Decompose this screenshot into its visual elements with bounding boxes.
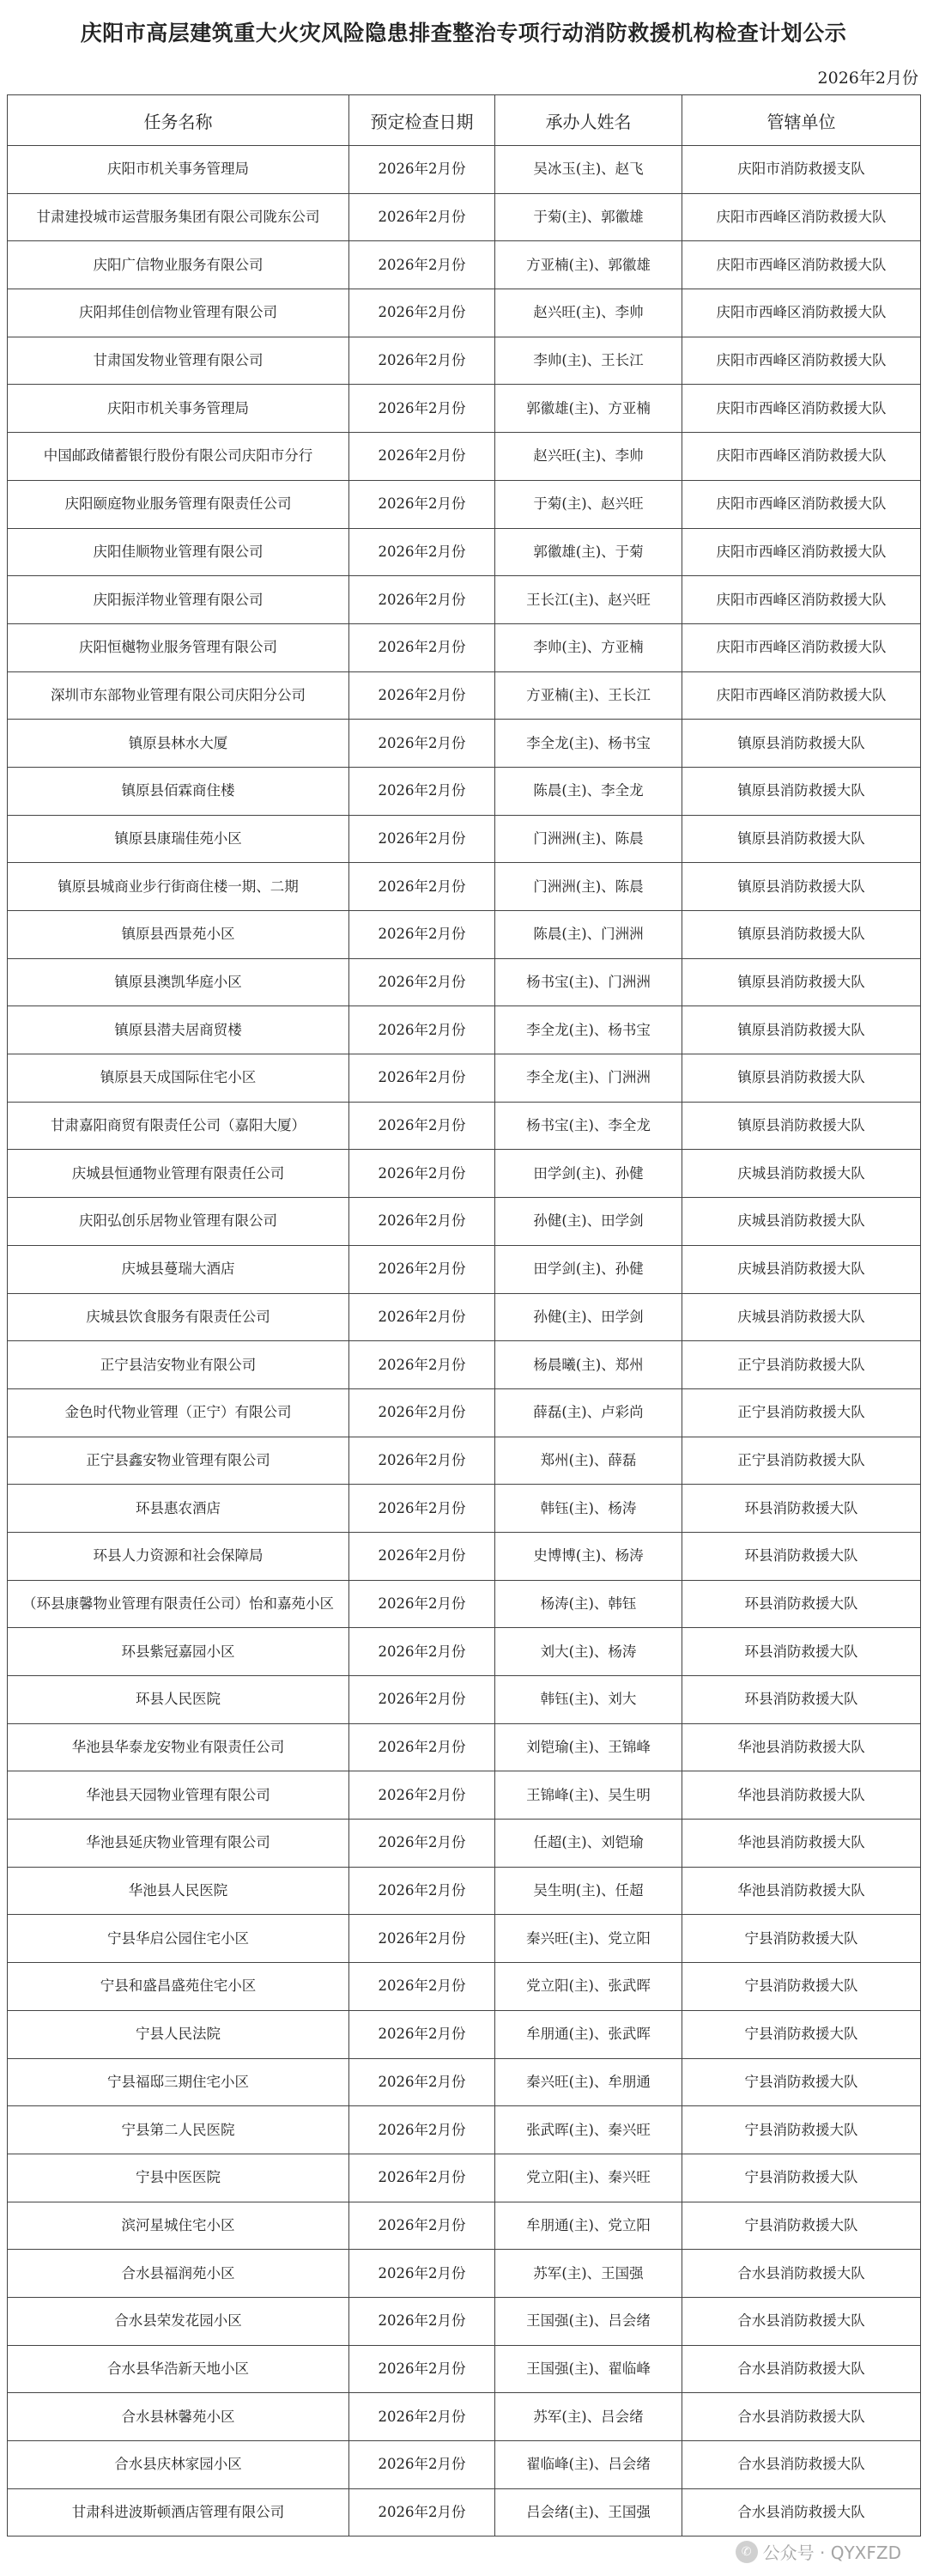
handler-cell: 李帅(主)、方亚楠 [495,623,682,671]
jurisdiction-cell: 正宁县消防救援大队 [682,1437,921,1485]
handler-cell: 史博博(主)、杨涛 [495,1532,682,1580]
table-row [8,671,921,720]
page-title: 庆阳市高层建筑重大火灾风险隐患排查整治专项行动消防救援机构检查计划公示 [80,21,847,46]
table-row [8,1485,921,1533]
scheduled-date-cell: 2026年2月份 [349,1388,495,1437]
table-row [8,2488,921,2537]
scheduled-date-cell: 2026年2月份 [349,1676,495,1724]
task-name-cell: 滨河星城住宅小区 [8,2202,349,2250]
handler-cell: 李全龙(主)、杨书宝 [495,1006,682,1054]
header-jurisdiction: 管辖单位 [682,95,921,146]
table-row [8,1293,921,1341]
handler-cell: 杨书宝(主)、门洲洲 [495,958,682,1006]
jurisdiction-cell: 宁县消防救援大队 [682,1963,921,2011]
task-name-cell: 宁县第二人民医院 [8,2106,349,2154]
handler-cell: 杨涛(主)、韩钰 [495,1580,682,1628]
jurisdiction-cell: 华池县消防救援大队 [682,1820,921,1868]
table-row [8,2106,921,2154]
table-row [8,193,921,241]
handler-cell: 方亚楠(主)、郭徽雄 [495,241,682,289]
task-name-cell: 合水县荣发花园小区 [8,2297,349,2345]
task-name-cell: 宁县人民法院 [8,2010,349,2058]
scheduled-date-cell: 2026年2月份 [349,1867,495,1915]
header-task-name: 任务名称 [8,95,349,146]
task-name-cell: 甘肃国发物业管理有限公司 [8,337,349,385]
table-row [8,1532,921,1580]
jurisdiction-cell: 庆阳市西峰区消防救援大队 [682,193,921,241]
task-name-cell: 华池县天园物业管理有限公司 [8,1771,349,1820]
handler-cell: 郭徽雄(主)、于菊 [495,528,682,576]
task-name-cell: 中国邮政储蓄银行股份有限公司庆阳市分行 [8,433,349,481]
handler-cell: 王长江(主)、赵兴旺 [495,576,682,624]
scheduled-date-cell: 2026年2月份 [349,576,495,624]
jurisdiction-cell: 镇原县消防救援大队 [682,1054,921,1103]
scheduled-date-cell: 2026年2月份 [349,2297,495,2345]
table-row [8,2393,921,2441]
scheduled-date-cell: 2026年2月份 [349,1820,495,1868]
task-name-cell: 华池县华泰龙安物业有限责任公司 [8,1723,349,1771]
task-name-cell: 镇原县康瑞佳苑小区 [8,815,349,863]
scheduled-date-cell: 2026年2月份 [349,2441,495,2489]
jurisdiction-cell: 华池县消防救援大队 [682,1867,921,1915]
table-row [8,958,921,1006]
scheduled-date-cell: 2026年2月份 [349,1485,495,1533]
scheduled-date-cell: 2026年2月份 [349,958,495,1006]
jurisdiction-cell: 镇原县消防救援大队 [682,1006,921,1054]
jurisdiction-cell: 庆阳市西峰区消防救援大队 [682,433,921,481]
handler-cell: 吴冰玉(主)、赵飞 [495,146,682,194]
task-name-cell: 庆阳颐庭物业服务管理有限责任公司 [8,480,349,528]
scheduled-date-cell: 2026年2月份 [349,1532,495,1580]
task-name-cell: 深圳市东部物业管理有限公司庆阳分公司 [8,671,349,720]
task-name-cell: 镇原县澳凯华庭小区 [8,958,349,1006]
scheduled-date-cell: 2026年2月份 [349,2010,495,2058]
task-name-cell: 宁县和盛昌盛苑住宅小区 [8,1963,349,2011]
scheduled-date-cell: 2026年2月份 [349,241,495,289]
scheduled-date-cell: 2026年2月份 [349,1102,495,1150]
handler-cell: 苏军(主)、吕会绪 [495,2393,682,2441]
table-row [8,1628,921,1676]
task-name-cell: 镇原县佰霖商住楼 [8,767,349,815]
jurisdiction-cell: 镇原县消防救援大队 [682,958,921,1006]
scheduled-date-cell: 2026年2月份 [349,2488,495,2537]
task-name-cell: 镇原县天成国际住宅小区 [8,1054,349,1103]
header-scheduled-date: 预定检查日期 [349,95,495,146]
table-row [8,1915,921,1963]
table-row [8,1867,921,1915]
table-row [8,911,921,959]
jurisdiction-cell: 庆城县消防救援大队 [682,1198,921,1246]
jurisdiction-cell: 庆阳市西峰区消防救援大队 [682,480,921,528]
task-name-cell: 庆阳振洋物业管理有限公司 [8,576,349,624]
table-row [8,528,921,576]
handler-cell: 吴生明(主)、任超 [495,1867,682,1915]
handler-cell: 牟朋通(主)、党立阳 [495,2202,682,2250]
jurisdiction-cell: 华池县消防救援大队 [682,1771,921,1820]
jurisdiction-cell: 正宁县消防救援大队 [682,1388,921,1437]
table-header-row [8,95,921,146]
handler-cell: 秦兴旺(主)、牟朋通 [495,2058,682,2106]
task-name-cell: 庆阳市机关事务管理局 [8,146,349,194]
table-row [8,1820,921,1868]
scheduled-date-cell: 2026年2月份 [349,671,495,720]
jurisdiction-cell: 环县消防救援大队 [682,1676,921,1724]
scheduled-date-cell: 2026年2月份 [349,720,495,768]
scheduled-date-cell: 2026年2月份 [349,1150,495,1198]
handler-cell: 方亚楠(主)、王长江 [495,671,682,720]
jurisdiction-cell: 宁县消防救援大队 [682,2058,921,2106]
jurisdiction-cell: 镇原县消防救援大队 [682,911,921,959]
table-row [8,2058,921,2106]
task-name-cell: 庆阳恒樾物业服务管理有限公司 [8,623,349,671]
table-row [8,720,921,768]
handler-cell: 李全龙(主)、门洲洲 [495,1054,682,1103]
task-name-cell: 甘肃嘉阳商贸有限责任公司（嘉阳大厦） [8,1102,349,1150]
jurisdiction-cell: 合水县消防救援大队 [682,2250,921,2298]
scheduled-date-cell: 2026年2月份 [349,337,495,385]
scheduled-date-cell: 2026年2月份 [349,1628,495,1676]
watermark [736,2539,901,2564]
handler-cell: 苏军(主)、王国强 [495,2250,682,2298]
table-row [8,146,921,194]
table-row [8,1198,921,1246]
jurisdiction-cell: 庆城县消防救援大队 [682,1293,921,1341]
task-name-cell: 庆城县蔓瑞大酒店 [8,1245,349,1293]
jurisdiction-cell: 镇原县消防救援大队 [682,815,921,863]
jurisdiction-cell: 庆城县消防救援大队 [682,1150,921,1198]
task-name-cell: 环县人力资源和社会保障局 [8,1532,349,1580]
scheduled-date-cell: 2026年2月份 [349,1245,495,1293]
table-row [8,1963,921,2011]
scheduled-date-cell: 2026年2月份 [349,863,495,911]
jurisdiction-cell: 合水县消防救援大队 [682,2488,921,2537]
task-name-cell: 甘肃科进波斯顿酒店管理有限公司 [8,2488,349,2537]
table-row [8,2441,921,2489]
jurisdiction-cell: 庆阳市西峰区消防救援大队 [682,337,921,385]
scheduled-date-cell: 2026年2月份 [349,911,495,959]
table-row [8,289,921,337]
handler-cell: 王国强(主)、吕会绪 [495,2297,682,2345]
task-name-cell: 宁县中医医院 [8,2154,349,2202]
table-row [8,1580,921,1628]
scheduled-date-cell: 2026年2月份 [349,1963,495,2011]
table-row [8,1054,921,1103]
handler-cell: 陈晨(主)、李全龙 [495,767,682,815]
scheduled-date-cell: 2026年2月份 [349,1723,495,1771]
handler-cell: 门洲洲(主)、陈晨 [495,863,682,911]
handler-cell: 郭徽雄(主)、方亚楠 [495,385,682,433]
scheduled-date-cell: 2026年2月份 [349,623,495,671]
handler-cell: 赵兴旺(主)、李帅 [495,433,682,481]
task-name-cell: 宁县福邸三期住宅小区 [8,2058,349,2106]
jurisdiction-cell: 庆阳市西峰区消防救援大队 [682,528,921,576]
task-name-cell: 华池县人民医院 [8,1867,349,1915]
scheduled-date-cell: 2026年2月份 [349,1437,495,1485]
table-row [8,241,921,289]
scheduled-date-cell: 2026年2月份 [349,146,495,194]
table-row [8,2010,921,2058]
jurisdiction-cell: 庆阳市西峰区消防救援大队 [682,671,921,720]
scheduled-date-cell: 2026年2月份 [349,1006,495,1054]
handler-cell: 田学剑(主)、孙健 [495,1245,682,1293]
jurisdiction-cell: 合水县消防救援大队 [682,2297,921,2345]
task-name-cell: 镇原县西景苑小区 [8,911,349,959]
scheduled-date-cell: 2026年2月份 [349,2154,495,2202]
task-name-cell: 环县人民医院 [8,1676,349,1724]
task-name-cell: 正宁县鑫安物业管理有限公司 [8,1437,349,1485]
handler-cell: 田学剑(主)、孙健 [495,1150,682,1198]
scheduled-date-cell: 2026年2月份 [349,1341,495,1389]
scheduled-date-cell: 2026年2月份 [349,2058,495,2106]
jurisdiction-cell: 镇原县消防救援大队 [682,863,921,911]
handler-cell: 秦兴旺(主)、党立阳 [495,1915,682,1963]
jurisdiction-cell: 环县消防救援大队 [682,1580,921,1628]
table-row [8,2154,921,2202]
scheduled-date-cell: 2026年2月份 [349,1771,495,1820]
handler-cell: 陈晨(主)、门洲洲 [495,911,682,959]
handler-cell: 党立阳(主)、张武晖 [495,1963,682,2011]
jurisdiction-cell: 庆阳市西峰区消防救援大队 [682,289,921,337]
jurisdiction-cell: 合水县消防救援大队 [682,2441,921,2489]
table-row [8,385,921,433]
jurisdiction-cell: 正宁县消防救援大队 [682,1341,921,1389]
handler-cell: 赵兴旺(主)、李帅 [495,289,682,337]
table-row [8,2202,921,2250]
handler-cell: 刘大(主)、杨涛 [495,1628,682,1676]
table-row [8,2345,921,2393]
handler-cell: 张武晖(主)、秦兴旺 [495,2106,682,2154]
handler-cell: 翟临峰(主)、吕会绪 [495,2441,682,2489]
jurisdiction-cell: 宁县消防救援大队 [682,2154,921,2202]
jurisdiction-cell: 合水县消防救援大队 [682,2393,921,2441]
jurisdiction-cell: 环县消防救援大队 [682,1532,921,1580]
scheduled-date-cell: 2026年2月份 [349,433,495,481]
handler-cell: 刘铠瑜(主)、王锦峰 [495,1723,682,1771]
task-name-cell: 合水县华浩新天地小区 [8,2345,349,2393]
table-row [8,1102,921,1150]
task-name-cell: 庆阳广信物业服务有限公司 [8,241,349,289]
date-label: 2026年2月份 [817,69,918,88]
task-name-cell: 甘肃建投城市运营服务集团有限公司陇东公司 [8,193,349,241]
task-name-cell: 庆阳佳顺物业管理有限公司 [8,528,349,576]
task-name-cell: 庆城县恒通物业管理有限责任公司 [8,1150,349,1198]
inspection-plan-table [7,94,921,2537]
jurisdiction-cell: 宁县消防救援大队 [682,1915,921,1963]
task-name-cell: （环县康馨物业管理有限责任公司）怡和嘉苑小区 [8,1580,349,1628]
scheduled-date-cell: 2026年2月份 [349,1915,495,1963]
task-name-cell: 宁县华启公园住宅小区 [8,1915,349,1963]
handler-cell: 于菊(主)、赵兴旺 [495,480,682,528]
table-row [8,1245,921,1293]
scheduled-date-cell: 2026年2月份 [349,2345,495,2393]
wechat-icon: ✆ [736,2541,758,2563]
table-row [8,623,921,671]
scheduled-date-cell: 2026年2月份 [349,2250,495,2298]
task-name-cell: 正宁县洁安物业有限公司 [8,1341,349,1389]
handler-cell: 吕会绪(主)、王国强 [495,2488,682,2537]
table-row [8,1388,921,1437]
table-row [8,337,921,385]
watermark-text: 公众号 · QYXFZD [762,2543,901,2563]
handler-cell: 李全龙(主)、杨书宝 [495,720,682,768]
table-row [8,576,921,624]
table-row [8,480,921,528]
scheduled-date-cell: 2026年2月份 [349,767,495,815]
scheduled-date-cell: 2026年2月份 [349,2393,495,2441]
jurisdiction-cell: 庆阳市西峰区消防救援大队 [682,576,921,624]
table-row [8,863,921,911]
scheduled-date-cell: 2026年2月份 [349,1198,495,1246]
handler-cell: 任超(主)、刘铠瑜 [495,1820,682,1868]
scheduled-date-cell: 2026年2月份 [349,528,495,576]
scheduled-date-cell: 2026年2月份 [349,289,495,337]
handler-cell: 牟朋通(主)、张武晖 [495,2010,682,2058]
jurisdiction-cell: 镇原县消防救援大队 [682,720,921,768]
table-row [8,1676,921,1724]
handler-cell: 于菊(主)、郭徽雄 [495,193,682,241]
table-row [8,433,921,481]
task-name-cell: 庆阳邦佳创信物业管理有限公司 [8,289,349,337]
scheduled-date-cell: 2026年2月份 [349,1580,495,1628]
handler-cell: 党立阳(主)、秦兴旺 [495,2154,682,2202]
jurisdiction-cell: 庆阳市西峰区消防救援大队 [682,623,921,671]
table-row [8,1437,921,1485]
task-name-cell: 合水县福润苑小区 [8,2250,349,2298]
task-name-cell: 庆阳弘创乐居物业管理有限公司 [8,1198,349,1246]
jurisdiction-cell: 华池县消防救援大队 [682,1723,921,1771]
task-name-cell: 庆城县饮食服务有限责任公司 [8,1293,349,1341]
table-body [8,146,921,2537]
task-name-cell: 环县惠农酒店 [8,1485,349,1533]
jurisdiction-cell: 庆阳市消防救援支队 [682,146,921,194]
handler-cell: 王国强(主)、翟临峰 [495,2345,682,2393]
handler-cell: 薛磊(主)、卢彩尚 [495,1388,682,1437]
jurisdiction-cell: 庆阳市西峰区消防救援大队 [682,241,921,289]
scheduled-date-cell: 2026年2月份 [349,385,495,433]
jurisdiction-cell: 环县消防救援大队 [682,1485,921,1533]
handler-cell: 郑州(主)、薛磊 [495,1437,682,1485]
task-name-cell: 镇原县潜夫居商贸楼 [8,1006,349,1054]
task-name-cell: 合水县林馨苑小区 [8,2393,349,2441]
jurisdiction-cell: 镇原县消防救援大队 [682,767,921,815]
task-name-cell: 镇原县城商业步行街商住楼一期、二期 [8,863,349,911]
jurisdiction-cell: 合水县消防救援大队 [682,2345,921,2393]
jurisdiction-cell: 镇原县消防救援大队 [682,1102,921,1150]
scheduled-date-cell: 2026年2月份 [349,1054,495,1103]
scheduled-date-cell: 2026年2月份 [349,193,495,241]
table-row [8,2250,921,2298]
handler-cell: 李帅(主)、王长江 [495,337,682,385]
handler-cell: 韩钰(主)、杨涛 [495,1485,682,1533]
table-row [8,767,921,815]
jurisdiction-cell: 宁县消防救援大队 [682,2106,921,2154]
scheduled-date-cell: 2026年2月份 [349,2106,495,2154]
task-name-cell: 庆阳市机关事务管理局 [8,385,349,433]
task-name-cell: 金色时代物业管理（正宁）有限公司 [8,1388,349,1437]
task-name-cell: 镇原县林水大厦 [8,720,349,768]
header-handler-names: 承办人姓名 [495,95,682,146]
handler-cell: 王锦峰(主)、吴生明 [495,1771,682,1820]
handler-cell: 门洲洲(主)、陈晨 [495,815,682,863]
scheduled-date-cell: 2026年2月份 [349,815,495,863]
scheduled-date-cell: 2026年2月份 [349,1293,495,1341]
handler-cell: 孙健(主)、田学剑 [495,1293,682,1341]
table-row [8,1341,921,1389]
table-row [8,1771,921,1820]
jurisdiction-cell: 环县消防救援大队 [682,1628,921,1676]
table-row [8,815,921,863]
jurisdiction-cell: 庆城县消防救援大队 [682,1245,921,1293]
table-row [8,1150,921,1198]
handler-cell: 孙健(主)、田学剑 [495,1198,682,1246]
handler-cell: 韩钰(主)、刘大 [495,1676,682,1724]
task-name-cell: 环县紫冠嘉园小区 [8,1628,349,1676]
jurisdiction-cell: 庆阳市西峰区消防救援大队 [682,385,921,433]
table-row [8,1723,921,1771]
handler-cell: 杨晨曦(主)、郑州 [495,1341,682,1389]
handler-cell: 杨书宝(主)、李全龙 [495,1102,682,1150]
table-row [8,2297,921,2345]
task-name-cell: 合水县庆林家园小区 [8,2441,349,2489]
table-row [8,1006,921,1054]
task-name-cell: 华池县延庆物业管理有限公司 [8,1820,349,1868]
jurisdiction-cell: 宁县消防救援大队 [682,2010,921,2058]
scheduled-date-cell: 2026年2月份 [349,2202,495,2250]
jurisdiction-cell: 宁县消防救援大队 [682,2202,921,2250]
scheduled-date-cell: 2026年2月份 [349,480,495,528]
